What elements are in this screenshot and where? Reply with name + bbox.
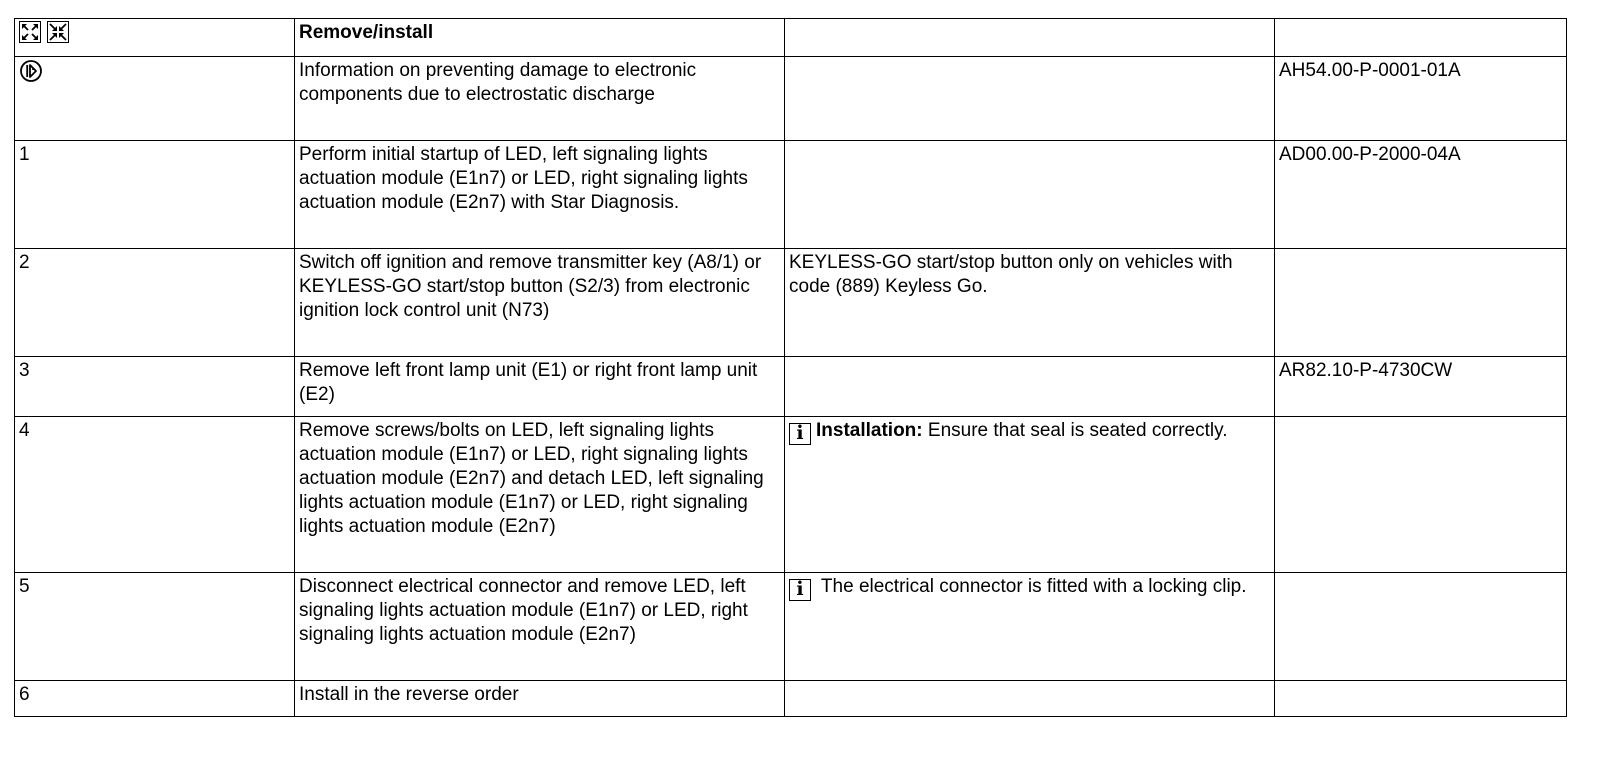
action-cell: Switch off ignition and remove transmitter key (A8/1) or KEYLESS-GO start/stop button (S2/3) from electronic ignition lock control unit (N73) [295,249,785,357]
reference-link[interactable] [1275,417,1567,573]
table-row [15,417,1567,573]
info-icon: i [789,423,811,445]
reference-link[interactable] [1275,249,1567,357]
table-row [15,357,1567,417]
header-icons-cell [15,19,295,57]
note-cell [785,573,1275,681]
header-note-cell [785,19,1275,57]
step-number: 3 [15,357,295,417]
note-cell: KEYLESS-GO start/stop button only on vehicles with code (889) Keyless Go. [785,249,1275,357]
reference-link[interactable]: AR82.10-P-4730CW [1275,357,1567,417]
note-text: The electrical connector is fitted with a locking clip. [816,576,1247,597]
procedure-table [14,18,1567,717]
step-number: 1 [15,141,295,249]
step-number: 4 [15,417,295,573]
table-row [15,57,1567,141]
reference-link[interactable]: AH54.00-P-0001-01A [1275,57,1567,141]
action-cell: Install in the reverse order [295,681,785,717]
step-number: 6 [15,681,295,717]
note-cell [785,357,1275,417]
note-text: Ensure that seal is seated correctly. [922,420,1228,441]
action-cell: Perform initial startup of LED, left signaling lights actuation module (E1n7) or LED, right signaling lights actuation module (E2n7) with Star Diagnosis. [295,141,785,249]
table-row [15,573,1567,681]
note-label: Installation: [816,420,923,441]
step-number: 5 [15,573,295,681]
table-row [15,141,1567,249]
action-cell: Information on preventing damage to electronic components due to electrostatic discharge [295,57,785,141]
expand-arrows-icon[interactable] [19,21,41,43]
header-title: Remove/install [295,19,785,57]
info-icon: i [789,579,811,601]
note-cell [785,141,1275,249]
document [14,18,1567,717]
reference-link[interactable] [1275,681,1567,717]
action-cell: Remove left front lamp unit (E1) or right front lamp unit (E2) [295,357,785,417]
collapse-arrows-icon[interactable] [47,21,69,43]
reference-link[interactable] [1275,573,1567,681]
table-row [15,249,1567,357]
note-cell [785,681,1275,717]
header-ref-cell [1275,19,1567,57]
esd-warning-icon [19,59,43,83]
reference-link[interactable]: AD00.00-P-2000-04A [1275,141,1567,249]
table-header-row [15,19,1567,57]
action-cell: Disconnect electrical connector and remove LED, left signaling lights actuation module (E1n7) or LED, right signaling lights actuation module (E2n7) [295,573,785,681]
step-number: 2 [15,249,295,357]
step-cell [15,57,295,141]
note-cell [785,57,1275,141]
action-cell: Remove screws/bolts on LED, left signaling lights actuation module (E1n7) or LED, right signaling lights actuation module (E2n7) and detach LED, left signaling lights actuation module (E1n7) or LED, right signaling lights actuation module (E2n7) [295,417,785,573]
note-cell [785,417,1275,573]
table-row [15,681,1567,717]
